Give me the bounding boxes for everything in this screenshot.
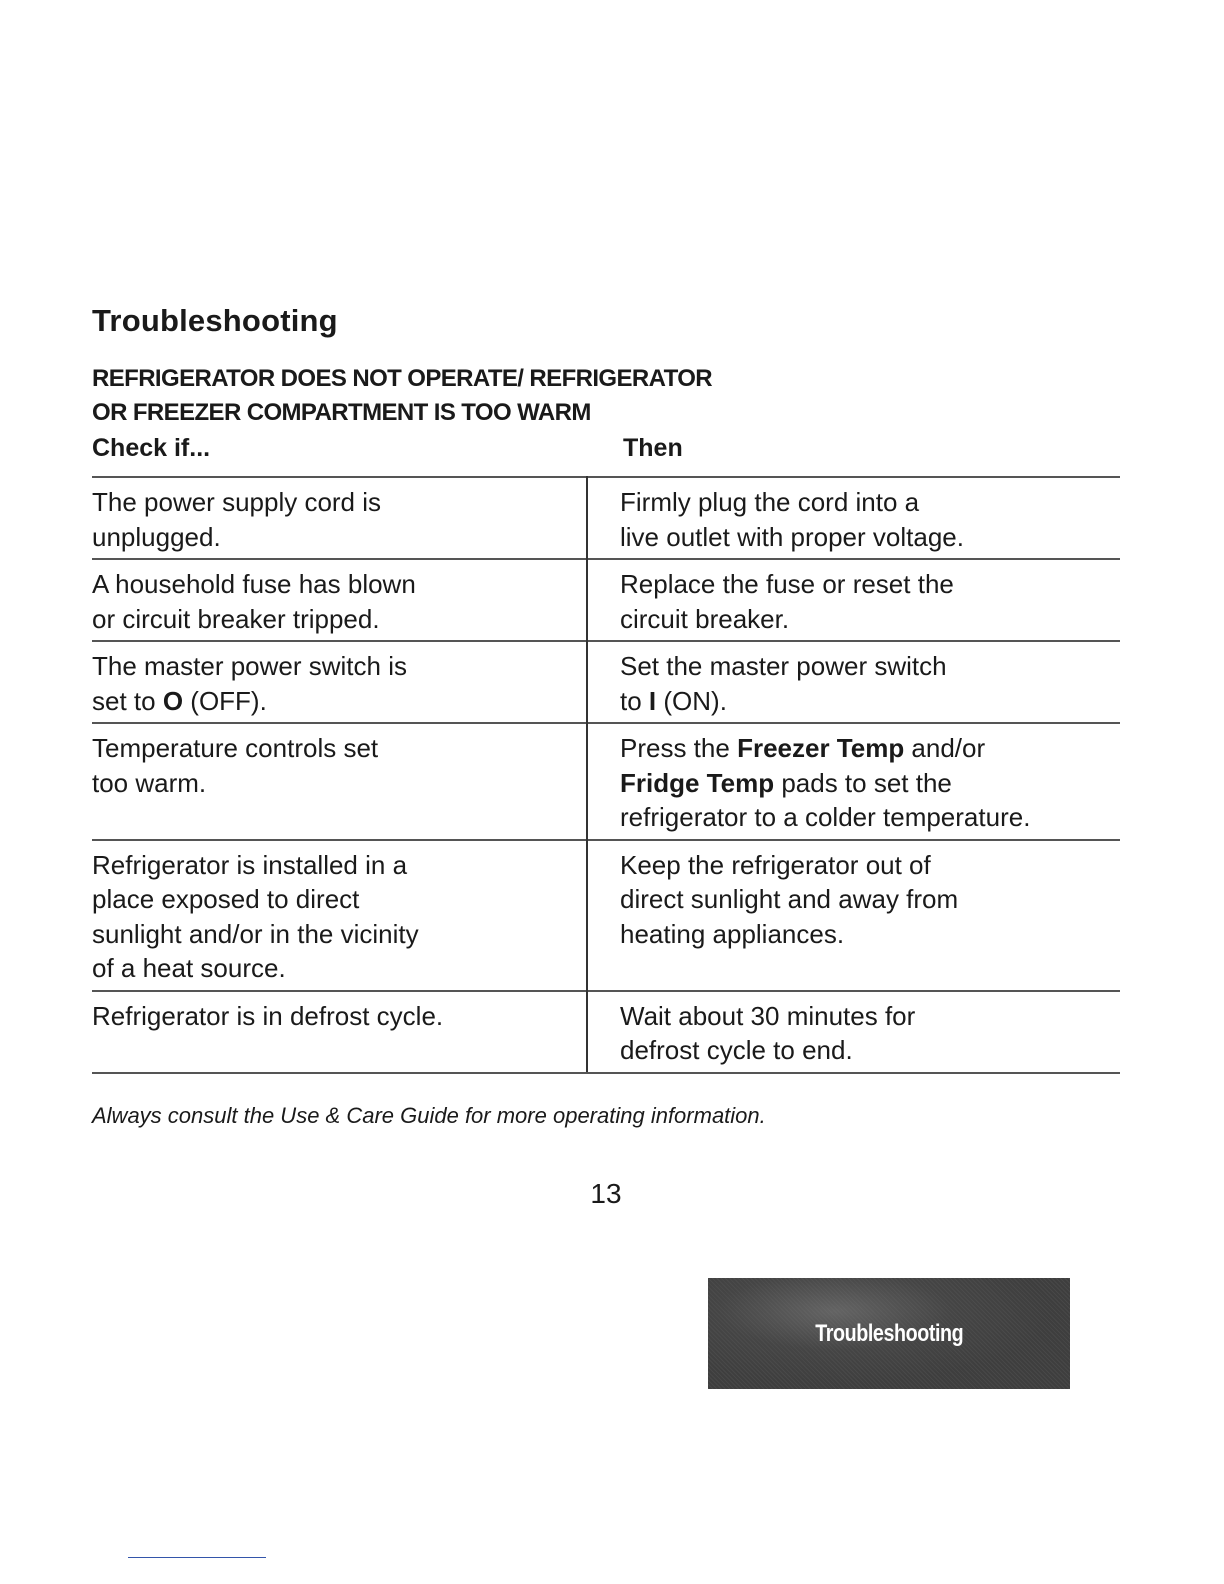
cause-text: of a heat source. (92, 953, 286, 983)
cause-text: place exposed to direct (92, 884, 360, 914)
fix-text: defrost cycle to end. (620, 1035, 853, 1065)
fix-text: Firmly plug the cord into a (620, 487, 920, 517)
table-row (92, 641, 1120, 723)
cause-text: The master power switch is (92, 651, 407, 681)
fix-cell (587, 559, 1120, 641)
cause-text: unplugged. (92, 521, 221, 552)
fix-text: Wait about 30 minutes for (620, 1000, 916, 1031)
cause-cell (92, 840, 587, 991)
cause-cell (92, 991, 587, 1073)
fix-cell (587, 641, 1120, 723)
on-symbol: I (648, 685, 657, 716)
column-header-check: Check if... (92, 434, 211, 462)
freezer-temp-pad-name: Freezer Temp (737, 733, 905, 763)
table-row (92, 477, 1120, 559)
cause-text: sunlight and/or in the vicinity (92, 918, 419, 949)
fix-cell (587, 477, 1120, 559)
section-tab-label: Troubleshooting (814, 1319, 963, 1347)
troubleshooting-table (92, 476, 1120, 1074)
fix-cell (587, 991, 1120, 1073)
fix-text: circuit breaker. (620, 603, 790, 634)
section-tab (708, 1278, 1070, 1389)
fix-cell (587, 723, 1120, 840)
divider (128, 1557, 266, 1558)
fix-text (620, 766, 1120, 801)
problem-heading-line: REFRIGERATOR DOES NOT OPERATE/ REFRIGERATOR (92, 365, 713, 392)
fix-text-part: (ON). (656, 685, 727, 716)
cause-text: too warm. (92, 767, 207, 798)
cause-cell (92, 641, 587, 723)
fix-text-part: and/or (904, 733, 986, 763)
cause-text: Refrigerator is installed in a (92, 849, 408, 880)
cause-text: or circuit breaker tripped. (92, 603, 380, 634)
page-title: Troubleshooting (92, 303, 338, 338)
cause-text: Temperature controls set (92, 733, 379, 763)
fix-text-part: Press the (620, 733, 738, 763)
fix-text: direct sunlight and away from (620, 884, 959, 914)
cause-text: The power supply cord is (92, 487, 382, 517)
fix-text: live outlet with proper voltage. (620, 521, 964, 552)
fix-text: Set the master power switch (620, 651, 947, 681)
fix-text: heating appliances. (620, 918, 845, 949)
table-row (92, 991, 1120, 1073)
cause-text: Refrigerator is in defrost cycle. (92, 1000, 444, 1031)
table-row (92, 559, 1120, 641)
fridge-temp-pad-name: Fridge Temp (620, 767, 775, 798)
cause-cell (92, 477, 587, 559)
off-symbol: O (162, 685, 184, 716)
cause-text: A household fuse has blown (92, 569, 416, 599)
column-header-then: Then (623, 434, 683, 462)
fix-text: Replace the fuse or reset the (620, 569, 954, 599)
footnote: Always consult the Use & Care Guide for more operating information. (92, 1103, 766, 1128)
page-number: 13 (590, 1178, 622, 1209)
table-row (92, 723, 1120, 840)
cause-text-part: set to (92, 685, 163, 716)
cause-cell (92, 559, 587, 641)
fix-cell (587, 840, 1120, 991)
fix-text (620, 731, 1120, 766)
cause-text-part: (OFF). (183, 685, 267, 716)
fix-text (620, 684, 1120, 719)
cause-cell (92, 723, 587, 840)
fix-text: refrigerator to a colder temperature. (620, 802, 1031, 832)
fix-text-part: to (620, 685, 649, 716)
table-row (92, 840, 1120, 991)
problem-heading-line: OR FREEZER COMPARTMENT IS TOO WARM (92, 399, 591, 426)
cause-text (92, 684, 586, 719)
problem-heading (92, 362, 712, 430)
fix-text-part: pads to set the (774, 767, 952, 798)
fix-text: Keep the refrigerator out of (620, 849, 931, 880)
